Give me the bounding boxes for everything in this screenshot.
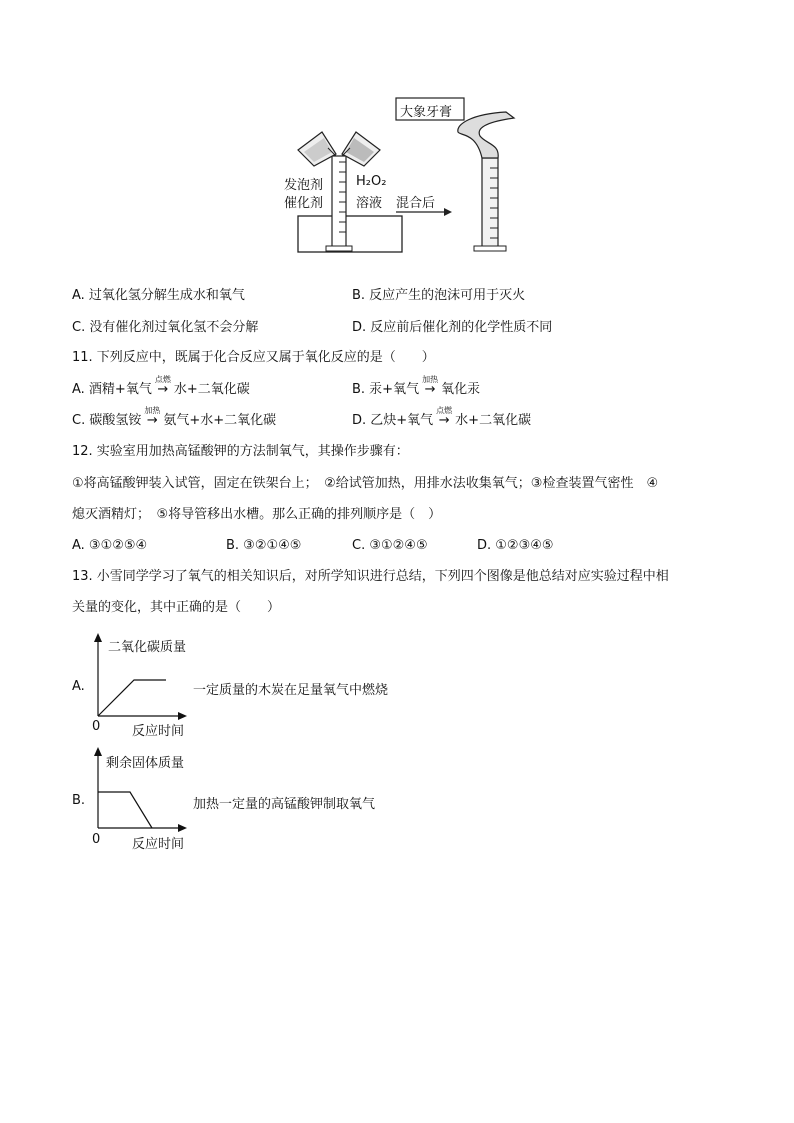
graph-a-option: A. xyxy=(72,679,85,694)
q11-option-d xyxy=(352,406,532,429)
elephant-toothpaste-label: 大象牙膏 xyxy=(400,105,453,120)
graph-a-curve xyxy=(98,680,166,716)
q11-option-a xyxy=(72,375,250,398)
q11-d-reactants: D. 乙炔+氧气 xyxy=(352,413,434,428)
solution-label: 溶液 xyxy=(356,196,383,211)
q11-stem: 11. 下列反应中，既属于化合反应又属于氧化反应的是（ ） xyxy=(72,350,435,365)
q11-a-products: 水+二氧化碳 xyxy=(173,382,250,397)
graph-b-xlabel: 反应时间 xyxy=(132,837,185,852)
q11-d-products: 水+二氧化碳 xyxy=(455,413,532,428)
q12-option-a: A. ③①②⑤④ xyxy=(72,538,148,553)
graph-b-origin: 0 xyxy=(92,832,101,847)
reaction-arrow: → xyxy=(424,382,436,397)
reaction-arrow: → xyxy=(438,413,450,428)
graph-b-desc: 加热一定量的高锰酸钾制取氧气 xyxy=(193,797,376,812)
graph-a-origin: 0 xyxy=(92,719,101,734)
q10-option-b: B. 反应产生的泡沫可用于灭火 xyxy=(352,288,526,303)
q13-stem-line2: 关量的变化，其中正确的是（ ） xyxy=(72,600,281,615)
condition-text: 加热 xyxy=(422,375,439,384)
q10-option-a: A. 过氧化氢分解生成水和氧气 xyxy=(72,288,245,303)
reaction-condition xyxy=(141,406,163,429)
q11-b-reactants: B. 汞+氧气 xyxy=(352,382,420,397)
q12-option-b: B. ③②①④⑤ xyxy=(226,538,302,553)
q11-c-reactants: C. 碳酸氢铵 xyxy=(72,413,142,428)
catalyst-label: 催化剂 xyxy=(284,196,324,211)
reaction-arrow: → xyxy=(146,413,158,428)
graph-a-xlabel: 反应时间 xyxy=(132,724,185,739)
h2o2-label: H₂O₂ xyxy=(356,174,387,189)
q11-option-b xyxy=(352,375,481,398)
reaction-condition xyxy=(419,375,441,398)
q12-option-c: C. ③①②④⑤ xyxy=(352,538,428,553)
q11-a-reactants: A. 酒精+氧气 xyxy=(72,382,152,397)
q11-option-c xyxy=(72,406,277,429)
reaction-condition xyxy=(152,375,174,398)
condition-text: 点燃 xyxy=(436,406,453,415)
graph-b-option: B. xyxy=(72,793,86,808)
q12-option-d: D. ①②③④⑤ xyxy=(477,538,554,553)
q12-steps-line1: ①将高锰酸钾装入试管，固定在铁架台上； ②给试管加热，用排水法收集氧气；③检查装置气密性 ④ xyxy=(72,476,659,491)
condition-text: 加热 xyxy=(144,406,161,415)
q11-b-products: 氧化汞 xyxy=(441,382,481,397)
graph-a-desc: 一定质量的木炭在足量氧气中燃烧 xyxy=(193,683,389,698)
q12-stem: 12. 实验室用加热高锰酸钾的方法制氧气，其操作步骤有： xyxy=(72,444,409,459)
q10-option-c: C. 没有催化剂过氧化氢不会分解 xyxy=(72,320,259,335)
q10-option-d: D. 反应前后催化剂的化学性质不同 xyxy=(352,320,553,335)
graph-b-curve xyxy=(98,792,152,828)
q12-steps-line2: 熄灭酒精灯； ⑤将导管移出水槽。那么正确的排列顺序是（ ） xyxy=(72,507,442,522)
q11-c-products: 氨气+水+二氧化碳 xyxy=(163,413,277,428)
reaction-condition xyxy=(433,406,455,429)
q13-stem-line1: 13. 小雪同学学习了氧气的相关知识后，对所学知识进行总结，下列四个图像是他总结对应实验过程中相 xyxy=(72,569,669,584)
graph-a-ylabel: 二氧化碳质量 xyxy=(108,640,187,655)
graph-b-ylabel: 剩余固体质量 xyxy=(106,756,185,771)
mixed-label: 混合后 xyxy=(396,196,436,211)
reaction-arrow: → xyxy=(157,382,169,397)
foaming-agent-label: 发泡剂 xyxy=(284,178,324,193)
condition-text: 点燃 xyxy=(154,375,171,384)
